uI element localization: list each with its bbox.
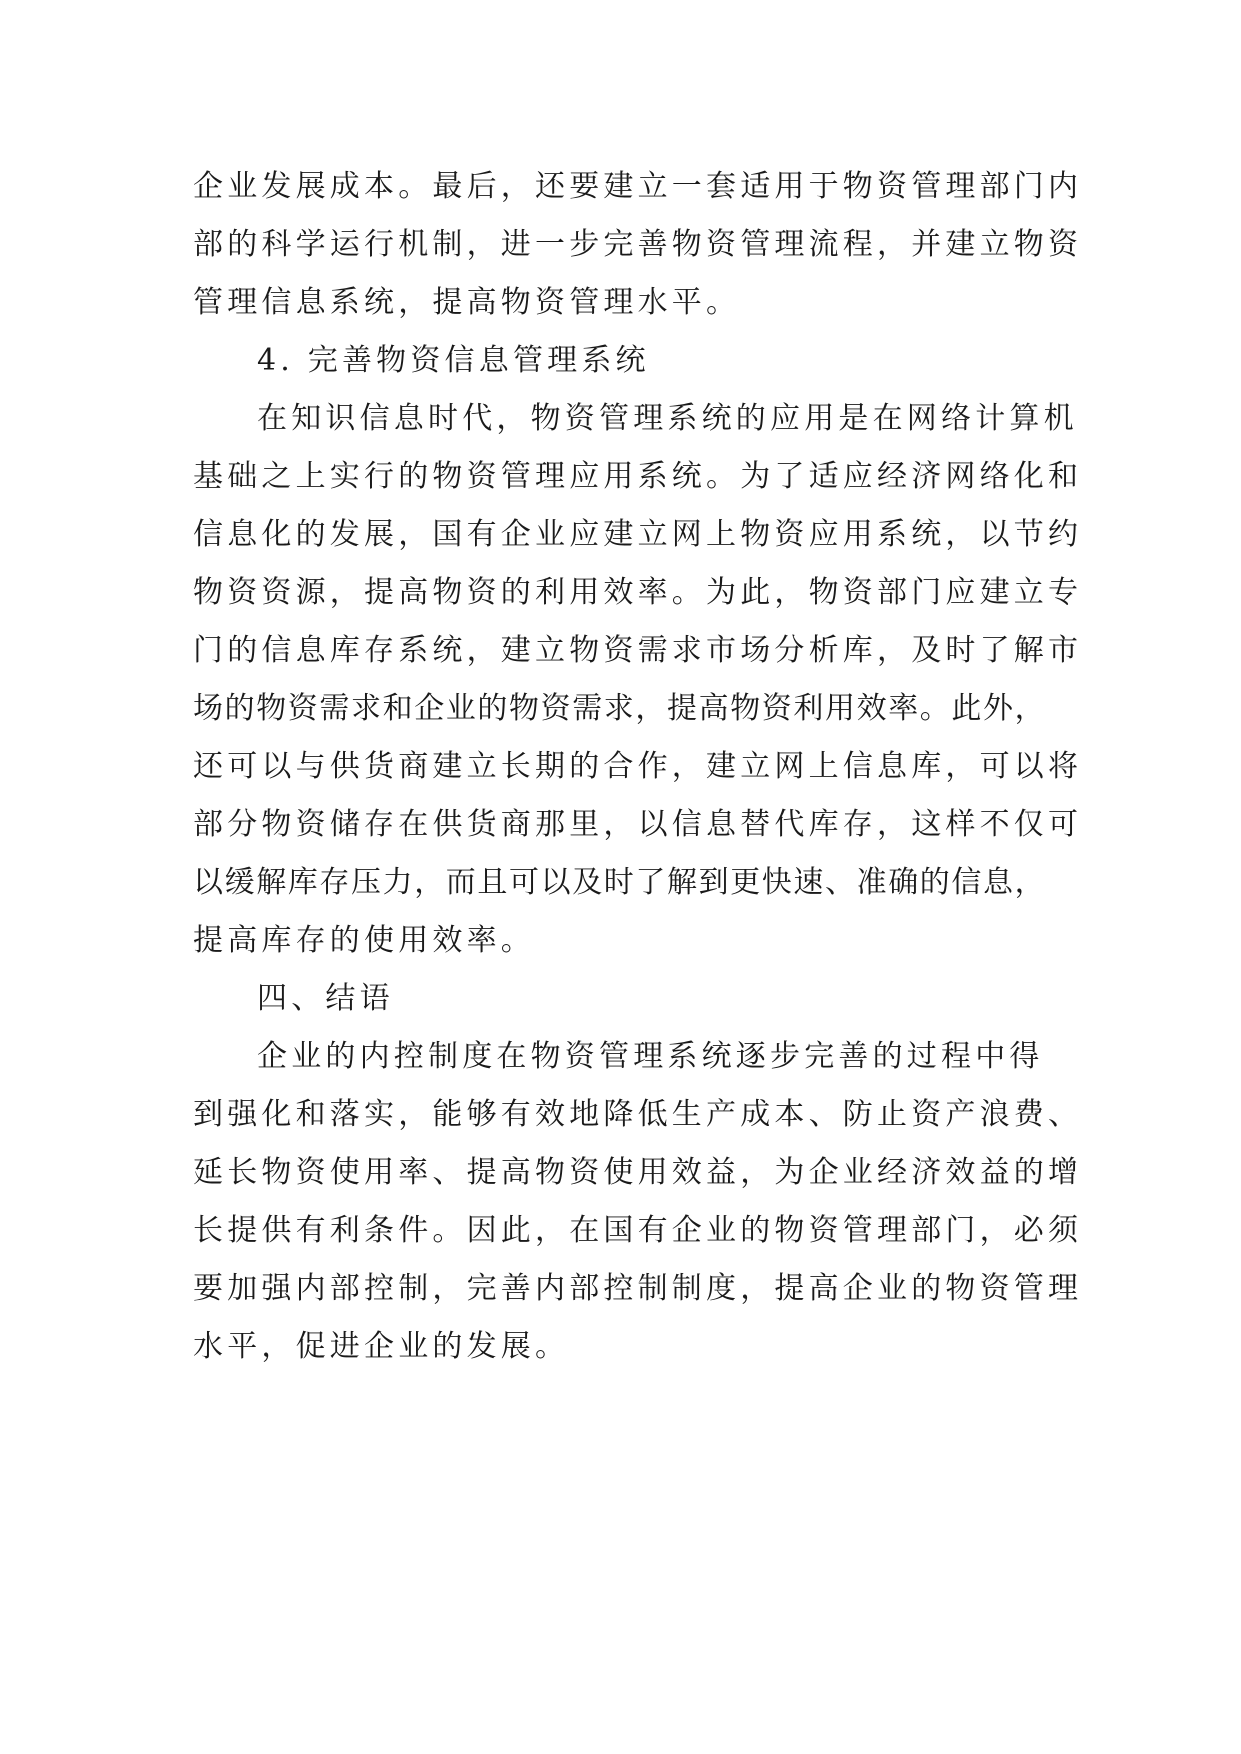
section-heading: 四、结语 <box>257 981 394 1016</box>
paragraph-line: 要加强内部控制，完善内部控制制度，提高企业的物资管理 <box>193 1271 1083 1306</box>
section-heading: 4. 完善物资信息管理系统 <box>257 343 650 378</box>
paragraph-line: 基础之上实行的物资管理应用系统。为了适应经济网络化和 <box>193 459 1083 494</box>
paragraph-line: 部的科学运行机制，进一步完善物资管理流程，并建立物资 <box>193 227 1083 262</box>
paragraph-line: 企业的内控制度在物资管理系统逐步完善的过程中得 <box>257 1039 1044 1074</box>
paragraph-line: 以缓解库存压力，而且可以及时了解到更快速、准确的信息， <box>193 865 1047 900</box>
paragraph-line: 物资资源，提高物资的利用效率。为此，物资部门应建立专 <box>193 575 1083 610</box>
paragraph-line: 信息化的发展，国有企业应建立网上物资应用系统，以节约 <box>193 517 1083 552</box>
paragraph-line: 还可以与供货商建立长期的合作，建立网上信息库，可以将 <box>193 749 1083 784</box>
paragraph-line: 水平，促进企业的发展。 <box>193 1329 570 1364</box>
paragraph-line: 提高库存的使用效率。 <box>193 923 535 958</box>
paragraph-line: 管理信息系统，提高物资管理水平。 <box>193 285 741 320</box>
paragraph-line: 长提供有利条件。因此，在国有企业的物资管理部门，必须 <box>193 1213 1083 1248</box>
paragraph-line: 场的物资需求和企业的物资需求，提高物资利用效率。此外， <box>193 691 1047 726</box>
paragraph-line: 延长物资使用率、提高物资使用效益，为企业经济效益的增 <box>193 1155 1083 1190</box>
paragraph-line: 门的信息库存系统，建立物资需求市场分析库，及时了解市 <box>193 633 1083 668</box>
paragraph-line: 部分物资储存在供货商那里，以信息替代库存，这样不仅可 <box>193 807 1083 842</box>
paragraph-line: 在知识信息时代，物资管理系统的应用是在网络计算机 <box>257 401 1078 436</box>
paragraph-line: 企业发展成本。最后，还要建立一套适用于物资管理部门内 <box>193 169 1083 204</box>
paragraph-line: 到强化和落实，能够有效地降低生产成本、防止资产浪费、 <box>193 1097 1083 1132</box>
